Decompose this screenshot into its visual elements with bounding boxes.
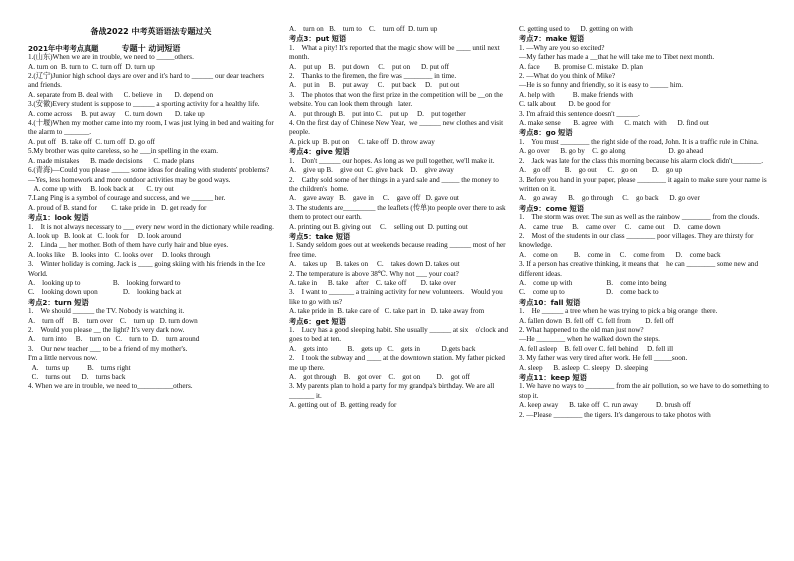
question-line: A. turn on B. turn to C. turn off D. turn up: [28, 62, 155, 71]
question-line: A. takes up B. takes on C. takes down D. takes out: [289, 260, 460, 269]
section-heading: 考点8：go 短语: [519, 128, 573, 138]
question-line: [28, 25, 274, 34]
question-line: 3.(安徽)Every student is suppose to ______ a sporting activity for a healthy life.: [28, 100, 260, 109]
question-line: A. separate from B. deal with C. believe in D. depend on: [28, 90, 214, 99]
question-line: —He is so funny and friendly, so it is easy to _____ him.: [519, 81, 684, 90]
question-line: A. come on B. come in C. come from D. come back: [519, 250, 721, 259]
question-line: A. go over B. go by C. go along D. go ahead: [519, 147, 704, 156]
question-line: A. come across B. put away C. turn down D. take up: [28, 109, 205, 118]
section-heading: 考点1：look 短语: [28, 213, 89, 223]
column-right: [519, 25, 779, 555]
question-line: C. turns out D. turns back: [28, 373, 126, 382]
question-line: 2. Most of the students in our class ________ poor villages. They are thirsty for knowledge.: [519, 231, 756, 250]
question-line: 4.(十堰)When my mother came into my room, I was just lying in bed and waiting for the alarm to _______.: [28, 119, 276, 137]
question-line: A. sleep B. asleep C. sleepy D. sleeping: [519, 363, 649, 372]
question-line: 3. Before you hand in your paper, please ________ it again to make sure your name is written on it.: [519, 175, 769, 193]
question-line: 1. It is not always necessary to ___ every new word in the dictionary while reading.: [28, 222, 274, 231]
question-line: 2. Thanks to the firemen, the fire was ________ in time.: [289, 72, 457, 81]
question-line: A. looking up to B. looking forward to: [28, 278, 181, 287]
question-line: A. turn on B. turn to C. turn off D. turn up: [289, 25, 438, 33]
question-line: 6.(青海)—Could you please _____ some ideas for dealing with students' problems?: [28, 166, 270, 175]
question-line: A. help with B. make friends with: [519, 90, 633, 99]
section-heading: 考点6：get 短语: [289, 316, 346, 326]
question-line: 1. We should ______ the TV. Nobody is watching it.: [28, 307, 185, 316]
question-line: 4. On the first day of Chinese New Year, we ______ new clothes and visit people.: [289, 119, 505, 137]
document-title: 备战2022 中考英语语法专题过关: [90, 27, 212, 36]
question-line: A. turns up B. turns right: [28, 363, 131, 372]
question-line: 3. I'm afraid this sentence doesn't ______.: [519, 109, 640, 118]
question-line: A. give up B. give out C. give back D. give away: [289, 166, 454, 175]
section-heading: 考点5：take 短语: [289, 231, 351, 241]
question-line: A. come up with B. come into being: [519, 278, 667, 287]
section-heading: 考点11：keep 短语: [519, 373, 587, 383]
question-line: A. put in B. put away C. put back D. put out: [289, 81, 460, 90]
question-line: A. gets into B. gets up C. gets in D.gets back: [289, 344, 476, 353]
question-line: 3. The students are_________ the leaflets (传单)to people over there to ask them to protect our earth.: [289, 203, 508, 222]
question-line: 5.My brother was quite careless, so he ___in spelling in the exam.: [28, 147, 219, 156]
section-heading: 考点7：make 短语: [519, 34, 585, 44]
question-line: A. keep away B. take off C. run away D. brush off: [519, 401, 691, 410]
section-heading: 考点4：give 短语: [289, 147, 350, 157]
question-line: 3. Winter holiday is coming. Jack is ____ going skiing with his friends in the Ice World.: [28, 260, 267, 278]
question-line: A. pick up B. put on C. take off D. throw away: [289, 137, 435, 146]
document-subtitle: 专题十 动词短语: [121, 44, 181, 53]
question-line: 2. Cathy sold some of her things in a yard sale and _____ the money to the children's home.: [289, 175, 501, 193]
question-line: A. put through B. put into C. put up D. put together: [289, 109, 466, 118]
question-line: 2. What happened to the old man just now?: [519, 326, 644, 334]
question-line: A. face B. promise C. mistake D. plan: [519, 62, 643, 71]
question-line: 1. He ______ a tree when he was trying to pick a big orange there.: [519, 307, 718, 316]
question-line: 1. Don't ______ our hopes. As long as we pull together, we'll make it.: [289, 156, 495, 165]
question-line: C. getting used to D. getting on with: [519, 25, 633, 33]
question-line: A. take in B. take after C. take off D. take over: [289, 278, 456, 287]
question-line: A. getting out of B. getting ready for: [289, 401, 397, 410]
question-line: —Yes, less homework and more outdoor activities may be good ways.: [28, 175, 231, 184]
question-line: A. printing out B. giving out C. selling out D. putting out: [289, 222, 468, 231]
question-line: 1. Lucy has a good sleeping habit. She usually ______ at six o'clock and goes to bed at ten.: [289, 326, 510, 344]
question-line: I'm a little nervous now.: [28, 354, 98, 363]
question-line: 1. —Why are you so excited?: [519, 43, 605, 52]
question-line: 2. I took the subway and ____ at the downtown station. My father picked me up there.: [289, 354, 507, 372]
section-heading: 考点2：turn 短语: [28, 297, 89, 307]
question-line: A. fell asleep B. fell over C. fell behind D. fell ill: [519, 344, 674, 353]
column-middle: [289, 25, 509, 555]
section-heading: 考点3：put 短语: [289, 34, 347, 44]
question-line: 3. Our new teacher ___ to be a friend of my mother's.: [28, 344, 188, 353]
question-line: 1. The storm was over. The sun as well as the rainbow ________ from the clouds.: [519, 213, 760, 222]
question-line: 4. When we are in trouble, we need to__________others.: [28, 382, 193, 391]
section-heading: 考点10：fall 短语: [519, 297, 581, 307]
question-line: A. got through B. got over C. got on D. got off: [289, 373, 470, 382]
question-line: A. go away B. go through C. go back D. go over: [519, 194, 700, 203]
question-line: 2. —What do you think of Mike?: [519, 72, 616, 81]
question-line: A. looks like B. looks into C. looks over D. looks through: [28, 250, 211, 259]
question-line: 1. Sandy seldom goes out at weekends because reading ______ most of her free time.: [289, 241, 508, 259]
question-line: 2. —Please ________ the tigers. It's dangerous to take photos with: [519, 410, 711, 419]
question-line: 1. What a pity! It's reported that the magic show will be ____ until next month.: [289, 43, 502, 62]
question-line: A. put up B. put down C. put on D. put off: [289, 62, 449, 71]
question-line: 3. If a person has creative thinking, it means that he can ________ some new and different ideas.: [519, 260, 760, 278]
section-heading: 2021年中考考点真题: [28, 43, 99, 53]
question-line: [28, 34, 274, 43]
question-line: A. take pride in B. take care of C. take part in D. take away from: [289, 307, 485, 316]
question-line: A. fallen down B. fell off C. fell from D. fell off: [519, 316, 674, 325]
question-line: A. make sense B. agree with C. match with D. find out: [519, 119, 709, 128]
question-line: 2. Would you please __ the light? It's very dark now.: [28, 326, 185, 334]
question-line: 2.(辽宁)Junior high school days are over and it's hard to ______ our dear teachers and friends.: [28, 72, 266, 90]
question-line: C. talk about D. be good for: [519, 100, 611, 109]
question-line: 2. Linda __ her mother. Both of them have curly hair and blue eyes.: [28, 241, 229, 250]
question-line: A. go off B. go out C. go on D. go up: [519, 166, 683, 175]
question-line: 3. I want to _______ a training activity for new volunteers. Would you like to go with us?: [289, 288, 505, 306]
question-line: A. gave away B. gave in C. gave off D. gave out: [289, 194, 459, 203]
question-line: C. looking down upon D. looking back at: [28, 288, 182, 297]
question-line: A. came true B. came over C. came out D. came down: [519, 222, 721, 231]
question-line: A. made mistakes B. made decisions C. made plans: [28, 156, 195, 165]
question-line: A. turn into B. turn on C. turn to D. turn around: [28, 335, 200, 344]
section-heading: 考点9：come 短语: [519, 203, 585, 213]
question-line: C. come up to D. come back to: [519, 288, 659, 297]
question-line: 3. The photos that won the first prize in the competition will be __on the website. You can look them through later.: [289, 90, 505, 109]
question-line: 2. The temperature is above 38℃. Why not ___ your coat?: [289, 269, 459, 278]
question-line: A. proud of B. stand for C. take pride in D. get ready for: [28, 203, 207, 212]
question-line: 3. My father was very tired after work. He fell _____soon.: [519, 354, 688, 363]
question-line: A. come up with B. look back at C. try out: [28, 184, 174, 193]
column-left: [28, 25, 274, 555]
question-line: A. turn off B. turn over C. turn up D. turn down: [28, 316, 198, 325]
question-line: 3. My parents plan to hold a party for my grandpa's birthday. We are all _______ it.: [289, 382, 497, 400]
question-line: 1. You must ________ the right side of the road, John. It is a traffic rule in China.: [519, 137, 759, 146]
question-line: 1. We have no ways to ________ from the air pollution, so we have to do something to stop it.: [519, 382, 771, 400]
question-line: A. put off B. take off C. turn off D. go off: [28, 137, 156, 146]
question-line: —My father has made a __that he will take me to Tibet next month.: [519, 53, 715, 62]
question-line: 1.(山东)When we are in trouble, we need to _____others.: [28, 53, 194, 62]
question-line: —He ________ when he walked down the steps.: [519, 335, 660, 344]
question-line: A. look up B. look at C. look for D. look around: [28, 231, 182, 240]
question-line: 7.Lang Ping is a symbol of courage and success, and we ______ her.: [28, 194, 226, 203]
question-line: 2. Jack was late for the class this morning because his alarm clock didn't________.: [519, 156, 764, 165]
